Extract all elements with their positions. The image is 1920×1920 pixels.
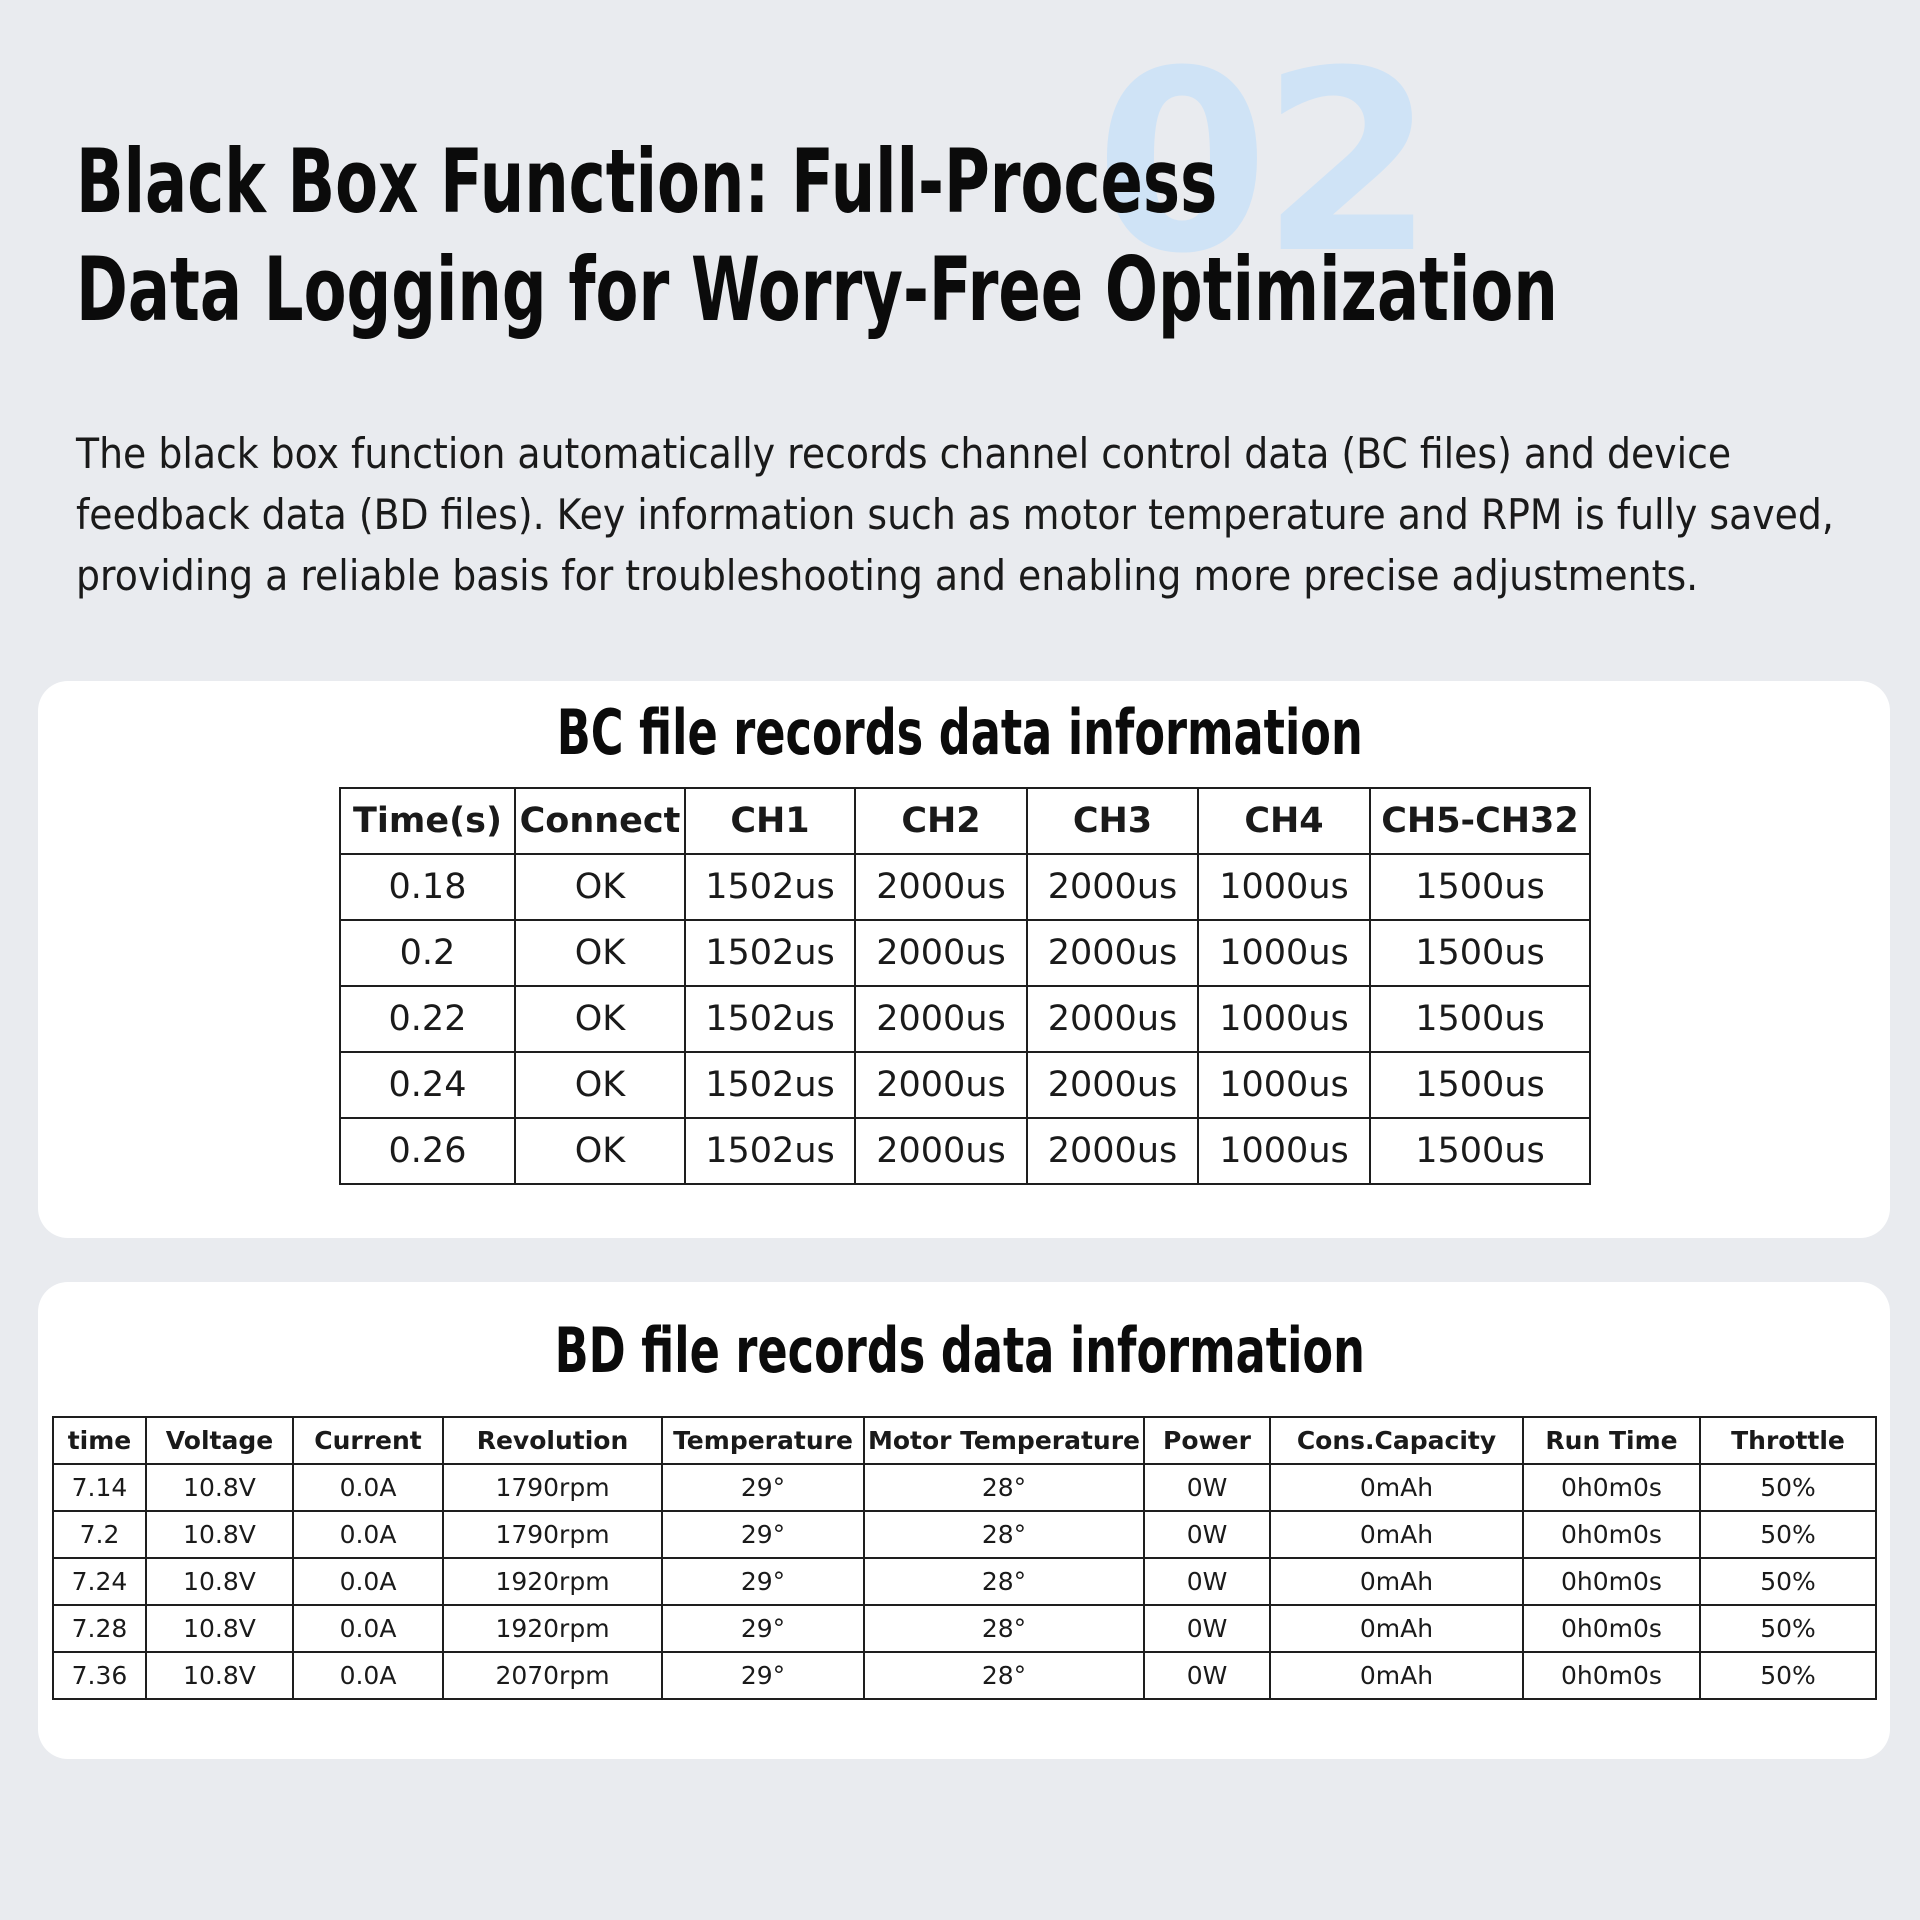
bd-table-cell: 29° xyxy=(662,1652,864,1699)
bc-header-cell: CH5-CH32 xyxy=(1370,788,1590,854)
bc-table-cell: 1502us xyxy=(685,986,855,1052)
bd-table-cell: 28° xyxy=(864,1511,1144,1558)
bd-header-cell: Motor Temperature xyxy=(864,1417,1144,1464)
bd-table-cell: 10.8V xyxy=(146,1558,293,1605)
bc-table-cell: 1502us xyxy=(685,1052,855,1118)
bd-table-cell: 0W xyxy=(1144,1464,1270,1511)
bc-table-cell: 2000us xyxy=(855,1052,1027,1118)
bc-table-cell: 0.24 xyxy=(340,1052,515,1118)
bc-table-cell: 0.26 xyxy=(340,1118,515,1184)
bc-header-cell: Connect xyxy=(515,788,685,854)
bc-table-cell: OK xyxy=(515,1118,685,1184)
bc-table-cell: OK xyxy=(515,986,685,1052)
bc-header-cell: CH1 xyxy=(685,788,855,854)
bd-table-cell: 29° xyxy=(662,1558,864,1605)
bc-header-cell: CH4 xyxy=(1198,788,1370,854)
bd-table-cell: 0h0m0s xyxy=(1523,1464,1700,1511)
bc-table-cell: 1500us xyxy=(1370,1118,1590,1184)
bc-table-header-row xyxy=(340,788,1590,854)
bd-table-cell: 1920rpm xyxy=(443,1605,662,1652)
bc-table-cell: 0.2 xyxy=(340,920,515,986)
bd-table-cell: 29° xyxy=(662,1464,864,1511)
bd-header-cell: Cons.Capacity xyxy=(1270,1417,1523,1464)
bd-table-cell: 50% xyxy=(1700,1558,1876,1605)
bc-table-cell: 1000us xyxy=(1198,1052,1370,1118)
bd-table-cell: 0mAh xyxy=(1270,1464,1523,1511)
bc-table-cell: OK xyxy=(515,1052,685,1118)
bc-table-cell: 2000us xyxy=(1027,986,1198,1052)
bd-table-cell: 0W xyxy=(1144,1558,1270,1605)
bd-table-cell: 50% xyxy=(1700,1605,1876,1652)
bd-table-cell: 7.28 xyxy=(53,1605,146,1652)
bd-table-cell: 7.2 xyxy=(53,1511,146,1558)
bc-table-cell: 1000us xyxy=(1198,854,1370,920)
bd-table-cell: 0mAh xyxy=(1270,1558,1523,1605)
table-row xyxy=(53,1605,1876,1652)
bd-table-cell: 50% xyxy=(1700,1652,1876,1699)
bc-table-cell: 0.22 xyxy=(340,986,515,1052)
bd-table-cell: 0h0m0s xyxy=(1523,1652,1700,1699)
bd-header-cell: Current xyxy=(293,1417,443,1464)
bd-table-cell: 0mAh xyxy=(1270,1605,1523,1652)
table-row xyxy=(53,1558,1876,1605)
page-title-line-1: Black Box Function: Full-Process xyxy=(76,130,1218,233)
bc-table xyxy=(339,787,1591,1185)
bd-table-cell: 50% xyxy=(1700,1464,1876,1511)
bc-table-cell: OK xyxy=(515,854,685,920)
page-title-line-2: Data Logging for Worry-Free Optimization xyxy=(76,238,1558,341)
bd-table-cell: 0W xyxy=(1144,1652,1270,1699)
bc-table-cell: 1500us xyxy=(1370,986,1590,1052)
bd-table-cell: 28° xyxy=(864,1558,1144,1605)
bd-table-cell: 28° xyxy=(864,1652,1144,1699)
bc-header-cell: CH2 xyxy=(855,788,1027,854)
bd-table-cell: 0mAh xyxy=(1270,1511,1523,1558)
bc-table-cell: 1000us xyxy=(1198,1118,1370,1184)
bd-table-cell: 10.8V xyxy=(146,1605,293,1652)
page-title xyxy=(76,128,1558,344)
bd-header-cell: Temperature xyxy=(662,1417,864,1464)
bd-table-cell: 2070rpm xyxy=(443,1652,662,1699)
bd-table-cell: 0h0m0s xyxy=(1523,1511,1700,1558)
bd-table-cell: 0h0m0s xyxy=(1523,1605,1700,1652)
bc-table-cell: 2000us xyxy=(855,986,1027,1052)
bd-header-cell: Voltage xyxy=(146,1417,293,1464)
bc-table-cell: 1502us xyxy=(685,920,855,986)
bd-table-cell: 7.14 xyxy=(53,1464,146,1511)
table-row xyxy=(340,920,1590,986)
bc-table-cell: 1500us xyxy=(1370,920,1590,986)
bc-table-cell: 2000us xyxy=(1027,854,1198,920)
bc-table-cell: 0.18 xyxy=(340,854,515,920)
bc-table-cell: 2000us xyxy=(855,854,1027,920)
bc-table-cell: 2000us xyxy=(855,920,1027,986)
table-row xyxy=(53,1464,1876,1511)
bd-table-cell: 0W xyxy=(1144,1511,1270,1558)
bd-table-cell: 7.36 xyxy=(53,1652,146,1699)
intro-line-2: feedback data (BD files). Key information such as motor temperature and RPM is fully saved, xyxy=(76,490,1834,539)
bd-table-cell: 29° xyxy=(662,1511,864,1558)
bd-header-cell: Revolution xyxy=(443,1417,662,1464)
bd-table-cell: 10.8V xyxy=(146,1511,293,1558)
bd-table-cell: 10.8V xyxy=(146,1464,293,1511)
table-row xyxy=(53,1652,1876,1699)
bd-table-cell: 0.0A xyxy=(293,1652,443,1699)
table-row xyxy=(340,986,1590,1052)
bd-header-cell: Throttle xyxy=(1700,1417,1876,1464)
bd-table-cell: 0.0A xyxy=(293,1558,443,1605)
bd-table-cell: 28° xyxy=(864,1464,1144,1511)
bd-table-cell: 1920rpm xyxy=(443,1558,662,1605)
bc-table-cell: 2000us xyxy=(1027,1052,1198,1118)
table-row xyxy=(53,1511,1876,1558)
bd-header-cell: time xyxy=(53,1417,146,1464)
bd-table-cell: 29° xyxy=(662,1605,864,1652)
bc-table-cell: 2000us xyxy=(1027,920,1198,986)
bc-header-cell: Time(s) xyxy=(340,788,515,854)
bd-table-cell: 0.0A xyxy=(293,1511,443,1558)
bd-table-cell: 1790rpm xyxy=(443,1464,662,1511)
bd-header-cell: Power xyxy=(1144,1417,1270,1464)
bd-table-cell: 7.24 xyxy=(53,1558,146,1605)
bd-table-cell: 1790rpm xyxy=(443,1511,662,1558)
bc-header-cell: CH3 xyxy=(1027,788,1198,854)
intro-line-3: providing a reliable basis for troubleshooting and enabling more precise adjustments. xyxy=(76,551,1699,600)
bd-table-cell: 0W xyxy=(1144,1605,1270,1652)
bd-table-header-row xyxy=(53,1417,1876,1464)
bd-table-cell: 10.8V xyxy=(146,1652,293,1699)
bc-table-cell: OK xyxy=(515,920,685,986)
table-row xyxy=(340,1052,1590,1118)
bd-table-cell: 0.0A xyxy=(293,1464,443,1511)
table-row xyxy=(340,1118,1590,1184)
bd-table-cell: 0h0m0s xyxy=(1523,1558,1700,1605)
bc-table-cell: 1000us xyxy=(1198,920,1370,986)
bc-table-cell: 1500us xyxy=(1370,1052,1590,1118)
bd-table-cell: 28° xyxy=(864,1605,1144,1652)
bc-card-title: BC file records data information xyxy=(556,696,1364,769)
bd-table-cell: 0.0A xyxy=(293,1605,443,1652)
bc-table-cell: 1500us xyxy=(1370,854,1590,920)
bd-table xyxy=(52,1416,1877,1700)
bd-header-cell: Run Time xyxy=(1523,1417,1700,1464)
bd-card-title: BD file records data information xyxy=(554,1314,1366,1387)
bc-table-cell: 1000us xyxy=(1198,986,1370,1052)
bc-table-cell: 2000us xyxy=(855,1118,1027,1184)
bd-table-cell: 0mAh xyxy=(1270,1652,1523,1699)
bc-table-cell: 1502us xyxy=(685,1118,855,1184)
intro-paragraph xyxy=(76,423,1834,606)
section-number-watermark: 02 xyxy=(1095,17,1427,308)
bd-table-cell: 50% xyxy=(1700,1511,1876,1558)
bc-table-cell: 2000us xyxy=(1027,1118,1198,1184)
intro-line-1: The black box function automatically records channel control data (BC files) and device xyxy=(76,429,1732,478)
table-row xyxy=(340,854,1590,920)
bc-table-cell: 1502us xyxy=(685,854,855,920)
